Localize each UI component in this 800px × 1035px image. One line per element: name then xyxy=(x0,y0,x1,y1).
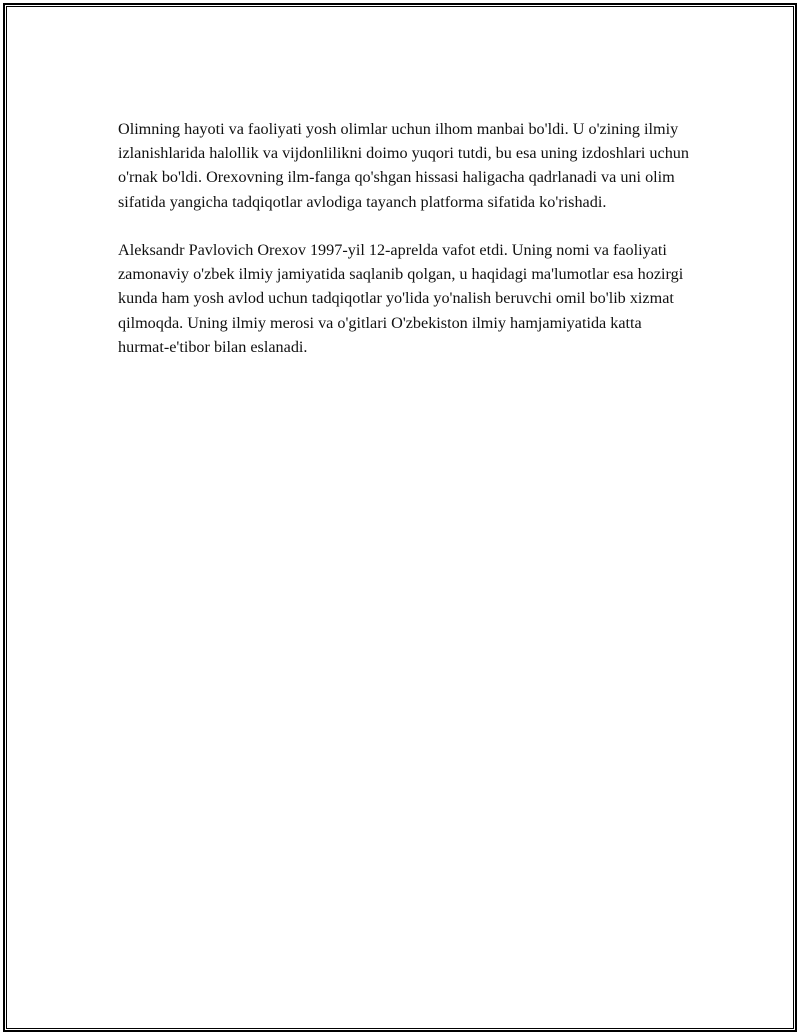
paragraph-2: Aleksandr Pavlovich Orexov 1997-yil 12-aprelda vafot etdi. Uning nomi va faoliyati zamonaviy o'zbek ilmiy jamiyatida saqlanib qolgan, u haqidagi ma'lumotlar esa hozirgi kunda ham yosh avlod uchun tadqiqotlar yo'lida yo'nalish beruvchi omil bo'lib xizmat qilmoqda. Uning ilmiy merosi va o'gitlari O'zbekiston ilmiy hamjamiyatida katta hurmat-e'tibor bilan eslanadi. xyxy=(118,241,684,356)
document-body xyxy=(118,117,693,383)
paragraph-1: Olimning hayoti va faoliyati yosh olimlar uchun ilhom manbai bo'ldi. U o'zining ilmiy izlanishlarida halollik va vijdonlilikni doimo yuqori tutdi, bu esa uning izdoshlari uchun o'rnak bo'ldi. Orexovning ilm-fanga qo'shgan hissasi haligacha qadrlanadi va uni olim sifatida yangicha tadqiqotlar avlodiga tayanch platforma sifatida ko'rishadi. xyxy=(118,120,689,211)
